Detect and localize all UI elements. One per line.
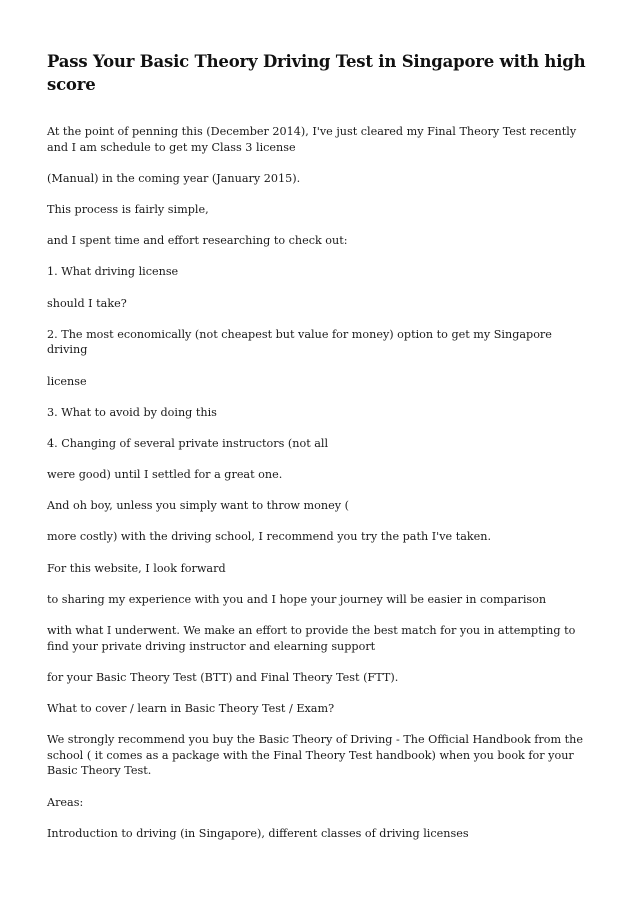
- paragraph-5: 1. What driving license: [47, 265, 179, 279]
- paragraph-7: 2. The most economically (not cheapest but value for money) option to get my Singapore driving: [47, 327, 552, 357]
- document-body: [47, 124, 595, 841]
- paragraph-4: and I spent time and effort researching to check out:: [47, 234, 348, 248]
- paragraph-9: 3. What to avoid by doing this: [47, 405, 217, 419]
- paragraph-16: with what I underwent. We make an effort to provide the best match for you in attempting to find your private driving instructor and elearning support: [47, 624, 576, 653]
- paragraph-14: For this website, I look forward: [47, 561, 226, 575]
- paragraph-13: more costly) with the driving school, I recommend you try the path I've taken.: [47, 530, 492, 544]
- paragraph-21: Introduction to driving (in Singapore), different classes of driving licenses: [47, 826, 469, 840]
- document-title: Pass Your Basic Theory Driving Test in Singapore with high score: [47, 52, 586, 94]
- paragraph-8: license: [47, 374, 87, 388]
- paragraph-11: were good) until I settled for a great one.: [47, 468, 283, 482]
- paragraph-20: Areas:: [47, 795, 84, 809]
- paragraph-2: (Manual) in the coming year (January 2015).: [47, 171, 301, 185]
- paragraph-1: At the point of penning this (December 2014), I've just cleared my Final Theory Test recently and I am schedule to get my Class 3 license: [47, 125, 577, 154]
- paragraph-10: 4. Changing of several private instructors (not all: [47, 436, 329, 450]
- paragraph-6: should I take?: [47, 296, 127, 310]
- paragraph-17: for your Basic Theory Test (BTT) and Final Theory Test (FTT).: [47, 670, 399, 684]
- document-page: [47, 50, 595, 857]
- paragraph-3: This process is fairly simple,: [47, 202, 209, 216]
- paragraph-18: What to cover / learn in Basic Theory Test / Exam?: [47, 701, 335, 715]
- paragraph-12: And oh boy, unless you simply want to throw money (: [47, 499, 349, 513]
- paragraph-15: to sharing my experience with you and I hope your journey will be easier in comparison: [47, 592, 547, 606]
- paragraph-19: We strongly recommend you buy the Basic Theory of Driving - The Official Handbook from the school ( it comes as a package with the Final Theory Test handbook) when you book for your Basic Theory Test.: [47, 733, 583, 778]
